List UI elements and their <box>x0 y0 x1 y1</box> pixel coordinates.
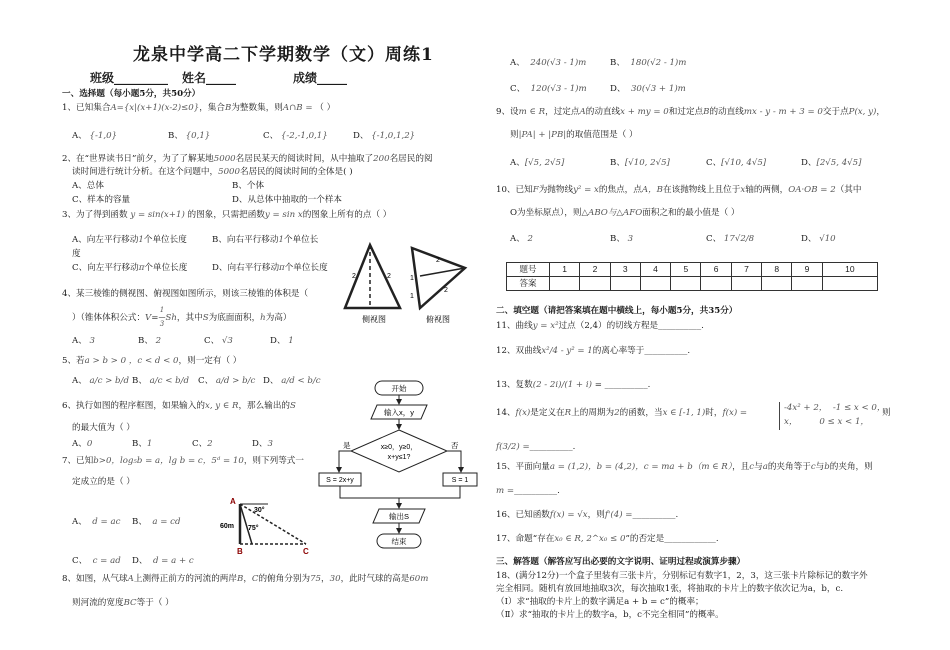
q7-option-b: B、 a = cd <box>132 517 181 527</box>
q7-option-c: C、 c = ad <box>72 556 121 566</box>
flow-left-text: S = 2x+y <box>326 477 354 484</box>
q1-option-a: A、 {-1,0} <box>72 131 118 141</box>
q5-option-b: B、 a/c < b/d <box>132 376 190 386</box>
q10-option-c: C、 17√2/8 <box>706 234 755 244</box>
question-16: 16、已知函数f(x) = √x，则f'(4) =__________. <box>496 510 679 520</box>
flow-no-label: 否 <box>451 441 459 450</box>
q4-option-c: C、 √3 <box>204 336 233 346</box>
answer-table-num: 10 <box>822 263 877 277</box>
section-solve-title: 三、解答题（解答应写出必要的文字说明、证明过程或演算步骤） <box>496 557 746 567</box>
q9-option-a: A、[√5, 2√5] <box>510 158 565 168</box>
answer-table-num: 7 <box>731 263 761 277</box>
section-fill-title: 二、填空题（请把答案填在题中横线上，每小题5分，共35分） <box>496 306 738 316</box>
q2-option-b: B、个体 <box>232 181 265 191</box>
top-view-caption: 俯视图 <box>426 315 450 324</box>
answer-table-num: 8 <box>762 263 792 277</box>
q10-option-a: A、 2 <box>510 234 534 244</box>
answer-cell[interactable] <box>822 277 877 291</box>
answer-table-num: 1 <box>550 263 580 277</box>
q5-option-d: D、 a/d < b/c <box>263 376 321 386</box>
top-dim-side: 2 <box>444 287 448 294</box>
question-8: 8、如图，从气球A上测得正前方的河流的两岸B，C的俯角分别为75，30，此时气球的高是60m <box>62 574 429 584</box>
q4-option-d: D、 1 <box>270 336 294 346</box>
point-a-label: A <box>230 497 236 506</box>
question-17: 17、命题“存在x₀ ∈ R, 2^x₀ ≤ 0”的否定是____________. <box>496 534 719 544</box>
score-label: 成绩_____ <box>293 71 348 85</box>
top-dim-top: 2 <box>436 257 440 264</box>
question-14: 14、f(x)是定义在R上的周期为2的函数，当x ∈ [-1, 1)时，f(x) = <box>496 408 748 418</box>
flow-decision <box>351 430 447 472</box>
q7-option-d: D、 d = a + c <box>132 556 194 566</box>
question-2: 2、在“世界读书日”前夕，为了了解某地5000名居民某天的阅读时间，从中抽取了200名居民的阅 <box>62 154 433 164</box>
question-7-line2: 定成立的是（ ） <box>72 477 135 487</box>
q2-option-a: A、总体 <box>72 181 104 191</box>
flow-cond-line1: x≥0，y≥0， <box>380 444 418 451</box>
question-2-line2: 读时间进行统计分析。在这个问题中，5000名居民的阅读时间的全体是( ) <box>72 167 353 177</box>
height-label: 60m <box>220 523 235 530</box>
side-dim-left: 2 <box>352 273 356 280</box>
q8-option-b: B、 180(√2 - 1)m <box>610 58 687 68</box>
q5-option-a: A、 a/c > b/d <box>72 376 129 386</box>
question-4: 4、某三棱锥的侧视图、俯视图如图所示，则该三棱锥的体积是（ <box>62 289 309 299</box>
q9-option-b: B、[√10, 2√5] <box>610 158 670 168</box>
question-18-part2: （Ⅱ）求“抽取的卡片上的数字a，b，c不完全相同”的概率。 <box>496 610 724 620</box>
flow-right-text: S = 1 <box>451 477 469 484</box>
q6-option-b: B、1 <box>132 439 153 449</box>
q4-option-b: B、 2 <box>138 336 162 346</box>
q1-option-d: D、 {-1,0,1,2} <box>353 131 416 141</box>
answer-cell[interactable] <box>580 277 610 291</box>
q9-option-d: D、[2√5, 4√5] <box>801 158 862 168</box>
q4-option-a: A、 3 <box>72 336 96 346</box>
question-15-line2: m =__________. <box>496 486 560 496</box>
q2-option-d: D、从总体中抽取的一个样本 <box>232 195 343 205</box>
answer-table-num: 9 <box>792 263 822 277</box>
answer-table-num: 3 <box>610 263 640 277</box>
q8-option-c: C、 120(√3 - 1)m <box>510 84 587 94</box>
question-18-part1: （Ⅰ）求“抽取的卡片上的数字满足a + b = c”的概率； <box>496 597 704 607</box>
question-10-line2: O为坐标原点），则△ABO与△AFO面积之和的最小值是（ ） <box>510 208 740 218</box>
question-5: 5、若a > b > 0 ，c < d < 0，则一定有（ ） <box>62 356 242 366</box>
answer-table-answer-row <box>507 277 878 291</box>
question-18-line2: 完全相同。随机有放回地抽取3次，每次抽取1张，将抽取的卡片上的数字依次记为a，b，c. <box>496 584 844 594</box>
q14-then: 则 <box>882 408 891 418</box>
question-15: 15、平面向量a = (1,2)，b = (4,2)，c = ma + b（m ∈ R），且c与a的夹角等于c与b的夹角，则 <box>496 462 873 472</box>
answer-table-num: 4 <box>640 263 670 277</box>
question-18: 18、(满分12分)一个盒子里装有三张卡片，分别标记有数字1，2，3，这三张卡片除标记的数字外 <box>496 571 868 581</box>
q8-balloon-figure <box>218 494 318 558</box>
question-6: 6、执行如图的程序框图，如果输入的x, y ∈ R，那么输出的S <box>62 401 296 411</box>
q1-option-b: B、 {0,1} <box>168 131 211 141</box>
answer-table-label-num: 题号 <box>507 263 550 277</box>
right-column <box>496 0 926 650</box>
class-label: 班级_________ <box>90 71 169 85</box>
question-1: 1、已知集合A={x|(x+1)(x-2)≤0}，集合B为整数集，则A∩B = （ ） <box>62 103 336 113</box>
angle-75-label: 75° <box>248 525 259 532</box>
answer-table-num: 2 <box>580 263 610 277</box>
q1-option-c: C、 {-2,-1,0,1} <box>263 131 328 141</box>
question-9: 9、设m ∈ R，过定点A的动直线x + my = 0和过定点B的动直线mx - y - m + 3 = 0交于点P(x, y)， <box>496 107 885 117</box>
flow-input-text: 输入x，y <box>384 408 414 417</box>
q6-option-c: C、2 <box>192 439 213 449</box>
section-choice-title: 一、选择题（每小题5分，共50分） <box>62 89 201 99</box>
q14-piecewise: -4x² + 2， -1 ≤ x < 0， x， 0 ≤ x < 1， <box>779 402 885 430</box>
q10-option-b: B、 3 <box>610 234 634 244</box>
q3-option-b: B、向右平行移动1个单位长 <box>212 235 319 245</box>
question-6-line2: 的最大值为（ ） <box>72 423 135 433</box>
question-4-line2: ）（锥体体积公式：V=1 — 3Sh，其中S为底面面积，h为高） <box>72 306 292 328</box>
answer-cell[interactable] <box>701 277 731 291</box>
question-10: 10、已知F为抛物线y² = x的焦点，点A，B在该抛物线上且位于x轴的两侧，OA·OB = 2（其中 <box>496 185 862 195</box>
q4-three-view-figure <box>340 240 480 330</box>
answer-table-header-row <box>507 263 878 277</box>
q8-option-d: D、 30(√3 + 1)m <box>610 84 686 94</box>
q6-option-a: A、0 <box>72 439 93 449</box>
answer-cell[interactable] <box>731 277 761 291</box>
side-view-caption: 侧视图 <box>362 315 386 324</box>
flow-end-text: 结束 <box>391 537 407 546</box>
question-12: 12、双曲线x²/4 - y² = 1的离心率等于__________. <box>496 346 691 356</box>
point-c-label: C <box>303 547 309 556</box>
top-dim-b: 1 <box>410 293 414 300</box>
question-11: 11、曲线y = x²过点（2,4）的切线方程是__________. <box>496 321 704 331</box>
question-9-line2: 则|PA| + |PB|的取值范围是（ ） <box>510 130 638 140</box>
question-3: 3、为了得到函数 y = sin(x+1) 的图象，只需把函数y = sin x的图象上所有的点（ ） <box>62 210 392 220</box>
q5-option-c: C、 a/d > b/c <box>198 376 256 386</box>
q3-option-b-cont: 度 <box>72 249 81 259</box>
answer-cell[interactable] <box>792 277 822 291</box>
point-b-label: B <box>237 547 243 556</box>
top-dim-a: 1 <box>410 275 414 282</box>
q2-option-c: C、样本的容量 <box>72 195 131 205</box>
answer-cell[interactable] <box>610 277 640 291</box>
name-label: 姓名_____ <box>182 71 237 85</box>
answer-cell[interactable] <box>671 277 701 291</box>
answer-table-num: 6 <box>701 263 731 277</box>
flow-output-text: 输出S <box>388 512 410 521</box>
q10-option-d: D、 √10 <box>801 234 836 244</box>
question-13: 13、复数(2 - 2i)/(1 + i) = __________. <box>496 380 651 390</box>
question-7: 7、已知b>0，log₅b = a，lg b = c，5ᵈ = 10，则下列等式一 <box>62 456 304 466</box>
answer-cell[interactable] <box>762 277 792 291</box>
answer-cell[interactable] <box>640 277 670 291</box>
question-14-line2: f(3/2) =__________. <box>496 442 576 452</box>
flow-yes-label: 是 <box>343 441 351 450</box>
question-8-line2: 则河流的宽度BC等于（ ） <box>72 598 174 608</box>
flow-start-text: 开始 <box>391 384 407 393</box>
q3-option-a: A、向左平行移动1个单位长度 <box>72 235 187 245</box>
answer-cell[interactable] <box>550 277 580 291</box>
flow-cond-line2: x+y≤1? <box>387 454 411 461</box>
side-dim-right: 2 <box>387 273 391 280</box>
q9-option-c: C、[√10, 4√5] <box>706 158 767 168</box>
answer-table-label-answer: 答案 <box>507 277 550 291</box>
q7-option-a: A、 d = ac <box>72 517 121 527</box>
q6-option-d: D、3 <box>252 439 273 449</box>
angle-30-label: 30° <box>254 507 265 514</box>
answer-table-num: 5 <box>671 263 701 277</box>
q8-option-a: A、 240(√3 - 1)m <box>510 58 587 68</box>
q3-option-d: D、向右平行移动π个单位长度 <box>212 263 328 273</box>
q3-option-c: C、向左平行移动π个单位长度 <box>72 263 188 273</box>
page-title: 龙泉中学高二下学期数学（文）周练1 <box>133 45 434 65</box>
answer-table <box>506 262 878 291</box>
q6-flowchart <box>315 376 483 552</box>
